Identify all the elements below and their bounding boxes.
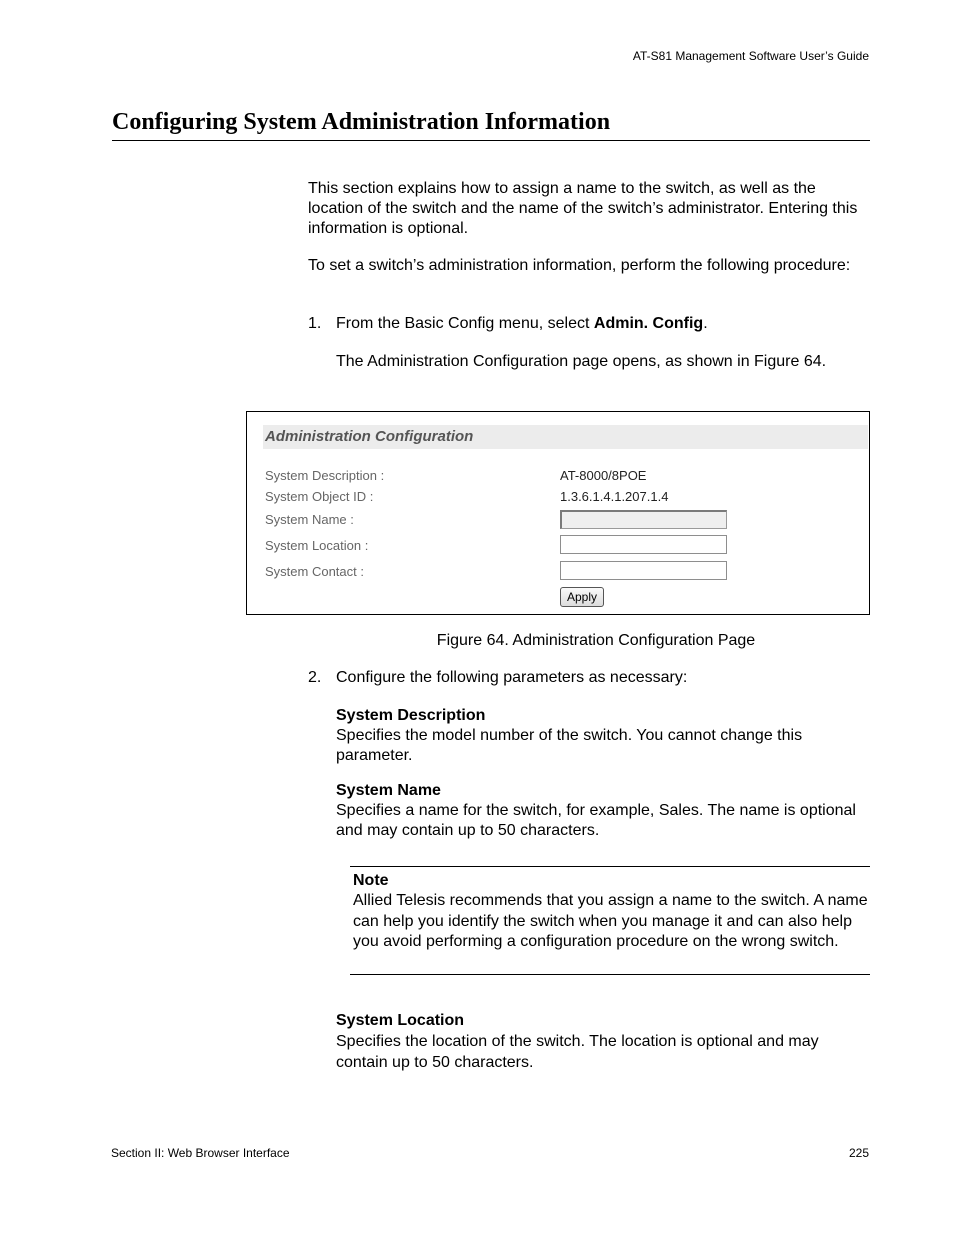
step-1-text-start: From the Basic Config menu, select: [336, 315, 594, 332]
admin-config-figure: [246, 411, 870, 615]
system-name-label: System Name :: [265, 512, 354, 527]
system-name-input[interactable]: [560, 510, 727, 529]
intro-paragraph-1: This section explains how to assign a name to the switch, as well as the location of the switch and the name of the switch’s administrator. Entering this information is optional.: [308, 180, 858, 237]
system-contact-input[interactable]: [560, 561, 727, 580]
system-location-term: System Location: [336, 1012, 465, 1029]
system-location-desc: Specifies the location of the switch. The location is optional and may contain up to 50 characters.: [336, 1033, 819, 1071]
step-1-text: [336, 314, 874, 334]
system-contact-label: System Contact :: [265, 564, 364, 579]
note-box: [350, 866, 870, 975]
panel-title: Administration Configuration: [263, 425, 868, 449]
section-title: Configuring System Administration Information: [112, 106, 870, 141]
system-location-input[interactable]: [560, 535, 727, 554]
step-1-text-end: .: [703, 315, 708, 332]
apply-button[interactable]: Apply: [560, 587, 604, 607]
figure-caption: Figure 64. Administration Configuration Page: [436, 632, 756, 649]
footer-section: Section II: Web Browser Interface: [111, 1146, 290, 1160]
page-number: 225: [848, 1146, 869, 1160]
note-text: Allied Telesis recommends that you assign a name to the switch. A name can help you identify the switch when you manage it and can also help you avoid performing a configuration procedure on the wrong switch.: [353, 892, 868, 950]
system-description-term: System Description: [336, 707, 486, 724]
running-header: AT-S81 Management Software User’s Guide: [632, 49, 869, 63]
system-object-id-value: 1.3.6.1.4.1.207.1.4: [560, 489, 669, 504]
intro-paragraph-2: To set a switch’s administration information, perform the following procedure:: [308, 257, 851, 274]
step-1-result: The Administration Configuration page opens, as shown in Figure 64.: [336, 353, 827, 370]
step-2-text: Configure the following parameters as necessary:: [336, 669, 688, 686]
step-1-number: 1.: [308, 315, 322, 332]
system-location-label: System Location :: [265, 538, 369, 553]
system-description-label: System Description :: [265, 468, 385, 483]
step-2-number: 2.: [308, 669, 322, 686]
system-object-id-label: System Object ID :: [265, 489, 374, 504]
note-heading: Note: [353, 872, 389, 889]
system-description-value: AT-8000/8POE: [560, 468, 647, 483]
system-name-desc: Specifies a name for the switch, for example, Sales. The name is optional and may contain up to 50 characters.: [336, 802, 856, 839]
system-name-term: System Name: [336, 782, 441, 799]
menu-item-admin-config: Admin. Config: [593, 315, 704, 332]
system-description-desc: Specifies the model number of the switch. You cannot change this parameter.: [336, 727, 803, 764]
